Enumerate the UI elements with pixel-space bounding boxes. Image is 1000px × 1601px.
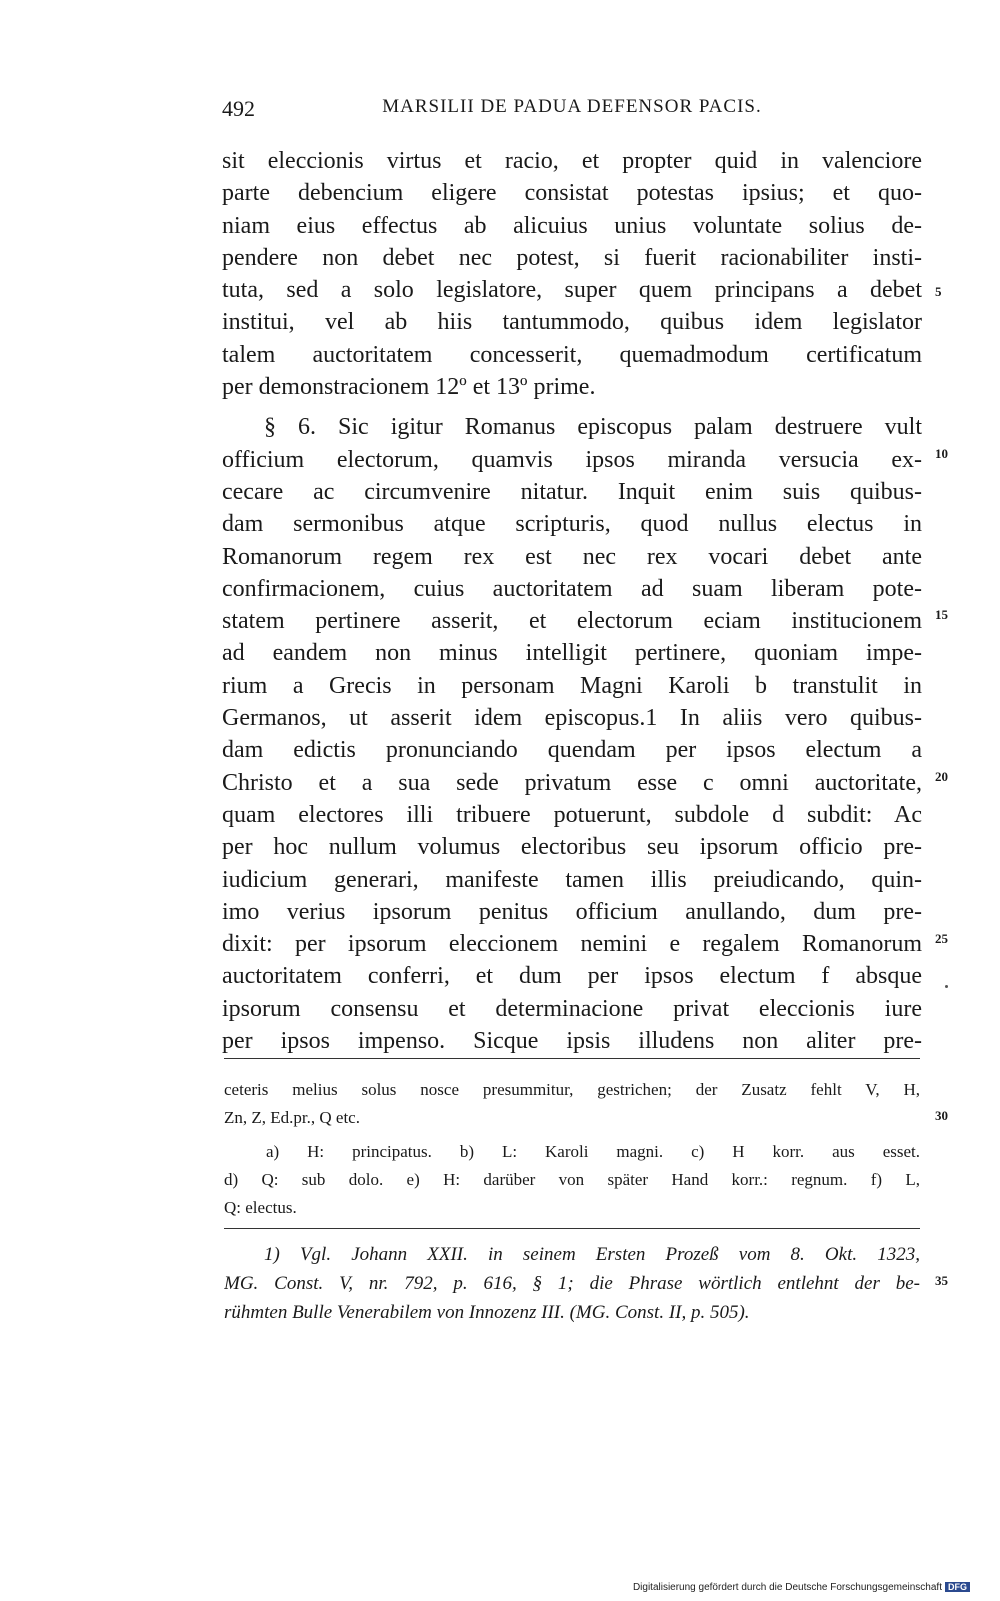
text-line: sit eleccionis virtus et racio, et propter quid in valenciore (222, 148, 922, 174)
text-line: tuta, sed a solo legislatore, super quem principans a debet (222, 277, 922, 304)
footnote-line: 1) Vgl. Johann XXII. in seinem Ersten Prozeß vom 8. Okt. 1323, (264, 1244, 920, 1265)
line-number: 15 (935, 607, 948, 622)
footnote-line: rühmten Bulle Venerabilem von Innozenz III. (MG. Const. II, p. 505). (224, 1302, 750, 1323)
text-line: per demonstracionem 12º et 13º prime. (222, 374, 596, 401)
apparatus-line: a) H: principatus. b) L: Karoli magni. c) H korr. aus esset. (266, 1142, 920, 1161)
apparatus-divider (224, 1058, 920, 1059)
text-line: dam sermonibus atque scripturis, quod nullus electus in (222, 511, 922, 538)
footnote-divider (224, 1228, 920, 1229)
footnotes (224, 1240, 920, 1327)
text-line: Germanos, ut asserit idem episcopus.1 In aliis vero quibus- (222, 705, 922, 732)
text-line: pendere non debet nec potest, si fuerit racionabiliter insti- (222, 244, 922, 271)
text-line: parte debencium eligere consistat potestas ipsius; et quo- (222, 180, 922, 207)
apparatus-line: Zn, Z, Ed.pr., Q etc. (224, 1108, 360, 1127)
critical-apparatus (224, 1076, 920, 1222)
main-text (222, 145, 922, 1057)
text-line: rium a Grecis in personam Magni Karoli b transtulit in (222, 672, 922, 699)
credit-text: Digitalisierung gefördert durch die Deutsche Forschungsgemeinschaft (632, 1582, 942, 1593)
text-line: ad eandem non minus intelligit pertinere, quoniam impe- (222, 640, 922, 667)
text-line: Romanorum regem rex est nec rex vocari debet ante (222, 543, 922, 570)
line-number: 30 (935, 1108, 948, 1123)
apparatus-line: d) Q: sub dolo. e) H: darüber von später Hand korr.: regnum. f) L, (224, 1170, 920, 1189)
dfg-logo: DFG (945, 1582, 970, 1592)
text-line: per ipsos impenso. Sicque ipsis illudens non aliter pre- (222, 1028, 922, 1055)
footnote-line: MG. Const. V, nr. 792, p. 616, § 1; die Phrase wörtlich entlehnt der be- (224, 1273, 920, 1294)
text-line: talem auctoritatem concesserit, quemadmodum certificatum (222, 341, 922, 368)
page-header (222, 96, 922, 128)
line-number: 10 (935, 446, 948, 461)
digitization-credit (633, 1582, 970, 1593)
page-number: 492 (222, 96, 255, 121)
line-number: 35 (935, 1273, 948, 1288)
text-line: confirmacionem, cuius auctoritatem ad suam liberam pote- (222, 575, 922, 602)
apparatus-line: ceteris melius solus nosce presummitur, gestrichen; der Zusatz fehlt V, H, (224, 1080, 920, 1099)
line-number: 25 (935, 931, 948, 946)
text-line: Christo et a sua sede privatum esse c omni auctoritate, (222, 769, 922, 796)
text-line: dam edictis pronunciando quendam per ipsos electum a (222, 737, 922, 764)
text-line: ipsorum consensu et determinacione privat eleccionis iure (222, 995, 922, 1022)
text-line: niam eius effectus ab alicuius unius voluntate solius de- (222, 212, 922, 239)
line-number: 5 (935, 284, 942, 299)
text-line: institui, vel ab hiis tantummodo, quibus idem legislator (222, 309, 922, 336)
text-line: officium electorum, quamvis ipsos miranda versucia ex- (222, 446, 922, 473)
line-number: 20 (935, 769, 948, 784)
text-line: per hoc nullum volumus electoribus seu ipsorum officio pre- (222, 834, 922, 861)
text-line: iudicium generari, manifeste tamen illis preiudicando, quin- (222, 866, 922, 893)
text-line: auctoritatem conferri, et dum per ipsos electum f absque (222, 963, 922, 990)
text-line: cecare ac circumvenire nitatur. Inquit enim suis quibus- (222, 478, 922, 505)
text-line: imo verius ipsorum penitus officium anullando, dum pre- (222, 898, 922, 925)
margin-mark (945, 985, 948, 988)
text-line: statem pertinere asserit, et electorum eciam institucionem (222, 608, 922, 635)
running-title: MARSILII DE PADUA DEFENSOR PACIS. (382, 96, 762, 117)
paragraph-start-line: § 6. Sic igitur Romanus episcopus palam destruere vult (264, 414, 922, 441)
apparatus-line: Q: electus. (224, 1198, 297, 1217)
text-line: dixit: per ipsorum eleccionem nemini e regalem Romanorum (222, 931, 922, 958)
text-line: quam electores illi tribuere potuerunt, subdole d subdit: Ac (222, 801, 922, 828)
